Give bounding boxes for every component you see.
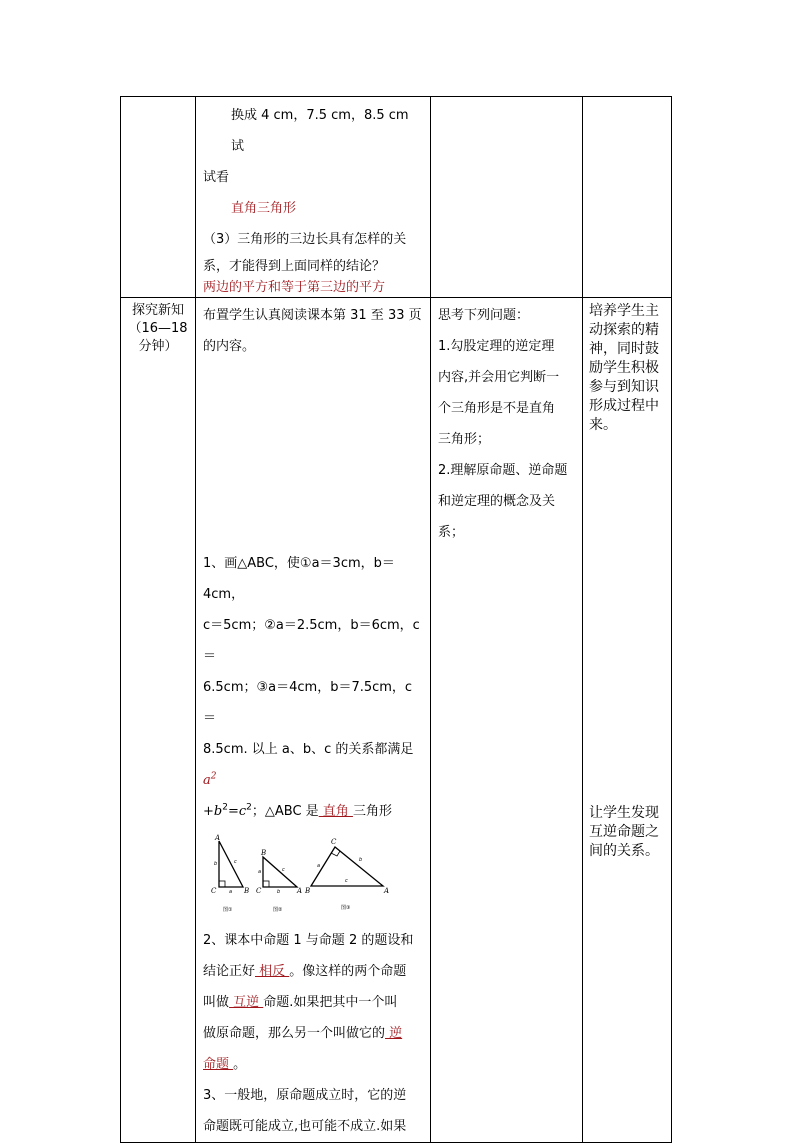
row1-label-cell [121, 97, 196, 298]
row2-notes-cell [431, 298, 583, 1143]
side-label: a [258, 869, 262, 875]
text-line: 布置学生认真阅读课本第 31 至 33 页 [203, 308, 422, 323]
row2-purpose-cell [583, 298, 672, 1143]
text-line: 结论正好 相反 。像这样的两个命题 [203, 964, 407, 979]
question-line: 系，才能得到上面同样的结论？ [203, 259, 386, 274]
vertex-label: C [331, 838, 337, 846]
answer-blank: 命题 [203, 1057, 234, 1072]
text-line: 培养学生主 [589, 303, 659, 319]
side-label: a [317, 863, 321, 869]
text-line: 让学生发现 [589, 805, 659, 821]
figure-caption: 图② [273, 907, 283, 913]
table-row [121, 298, 672, 1143]
text-line: 2.理解原命题、逆命题 [438, 463, 568, 478]
answer-blank: 相反 [255, 964, 290, 979]
figure-caption: 图① [223, 907, 233, 913]
table-row [121, 97, 672, 298]
section-time: 分钟） [138, 339, 178, 354]
side-label: c [234, 859, 237, 865]
row2-label-cell [121, 298, 196, 1143]
vertex-label: C [256, 887, 262, 895]
row1-content-cell [196, 97, 431, 298]
notes-title: 思考下列问题： [438, 308, 530, 323]
text-line: 参与到知识 [589, 379, 659, 395]
vertex-label: B [305, 887, 311, 895]
text-line: 励学生积极 [589, 360, 659, 376]
section-label: 探究新知 [131, 303, 184, 318]
side-label: b [214, 861, 218, 867]
row1-purpose-cell [583, 97, 672, 298]
text-line: 互逆命题之 [589, 824, 659, 840]
side-label: b [359, 857, 363, 863]
text-line: 形成过程中 [589, 398, 659, 414]
vertex-label: B [244, 887, 250, 895]
text-line: 叫做 互逆 命题.如果把其中一个叫 [203, 995, 398, 1010]
text-line: 1、画△ABC，使①a＝3cm，b＝4cm， [203, 556, 395, 602]
formula: $a^2$ [203, 771, 217, 788]
text-line: 系； [438, 525, 465, 540]
text-line: 和逆定理的概念及关 [438, 494, 556, 509]
side-label: c [345, 878, 348, 884]
text-line: 3、一般地，原命题成立时，它的逆 [203, 1088, 407, 1103]
text-line: 做原命题，那么另一个叫做它的 逆 [203, 1026, 403, 1041]
text-line: 动探索的精 [589, 322, 659, 338]
side-label: a [229, 889, 233, 895]
text-line: 1.勾股定理的逆定理 [438, 339, 555, 354]
vertex-label: B [261, 849, 267, 857]
text-line: 6.5cm；③a＝4cm，b＝7.5cm，c＝ [203, 680, 413, 726]
text-line: 间的关系。 [589, 843, 659, 859]
side-label: c [282, 867, 285, 873]
vertex-label: A [384, 887, 390, 895]
text-line: 个三角形是不是直角 [438, 401, 556, 416]
triangle-figures [207, 831, 393, 917]
figure-caption: 图③ [341, 905, 351, 911]
text-line: 内容,并会用它判断一 [438, 370, 560, 385]
answer-blank: 互逆 [229, 995, 264, 1010]
side-label: b [277, 889, 281, 895]
section-time: （16—18 [128, 321, 188, 336]
row2-content-cell [196, 298, 431, 1143]
text-line: 的内容。 [203, 339, 256, 354]
answer-blank: 直角 [318, 804, 353, 819]
vertex-label: A [215, 834, 221, 842]
text-line: 来。 [589, 417, 617, 433]
text-line: 试看 [203, 170, 230, 185]
text-line: 换成 4 cm，7.5 cm，8.5 cm 试 [231, 108, 409, 154]
text-line: 命题 。 [203, 1057, 247, 1072]
text-line: 命题既可能成立,也可能不成立.如果 [203, 1119, 407, 1134]
text-line: $+b^2=c^2$；△ABC 是 直角 三角形 [203, 802, 392, 819]
text-line: 神，同时鼓 [589, 341, 659, 357]
vertex-label: C [211, 887, 217, 895]
text-line: 2、课本中命题 1 与命题 2 的题设和 [203, 933, 414, 948]
question-line: （3）三角形的三边长具有怎样的关 [203, 232, 407, 247]
text-line: c＝5cm；②a＝2.5cm，b＝6cm，c＝ [203, 618, 420, 664]
text-line: 三角形； [438, 432, 491, 447]
answer-text: 直角三角形 [231, 201, 297, 216]
lesson-plan-table [120, 96, 672, 1143]
answer-blank: 逆 [385, 1026, 403, 1041]
text-line: 8.5cm. 以上 a、b、c 的关系都满足$a^2$ [203, 742, 414, 788]
vertex-label: A [297, 887, 303, 895]
row1-notes-cell [431, 97, 583, 298]
answer-text: 两边的平方和等于第三边的平方 [203, 280, 386, 295]
